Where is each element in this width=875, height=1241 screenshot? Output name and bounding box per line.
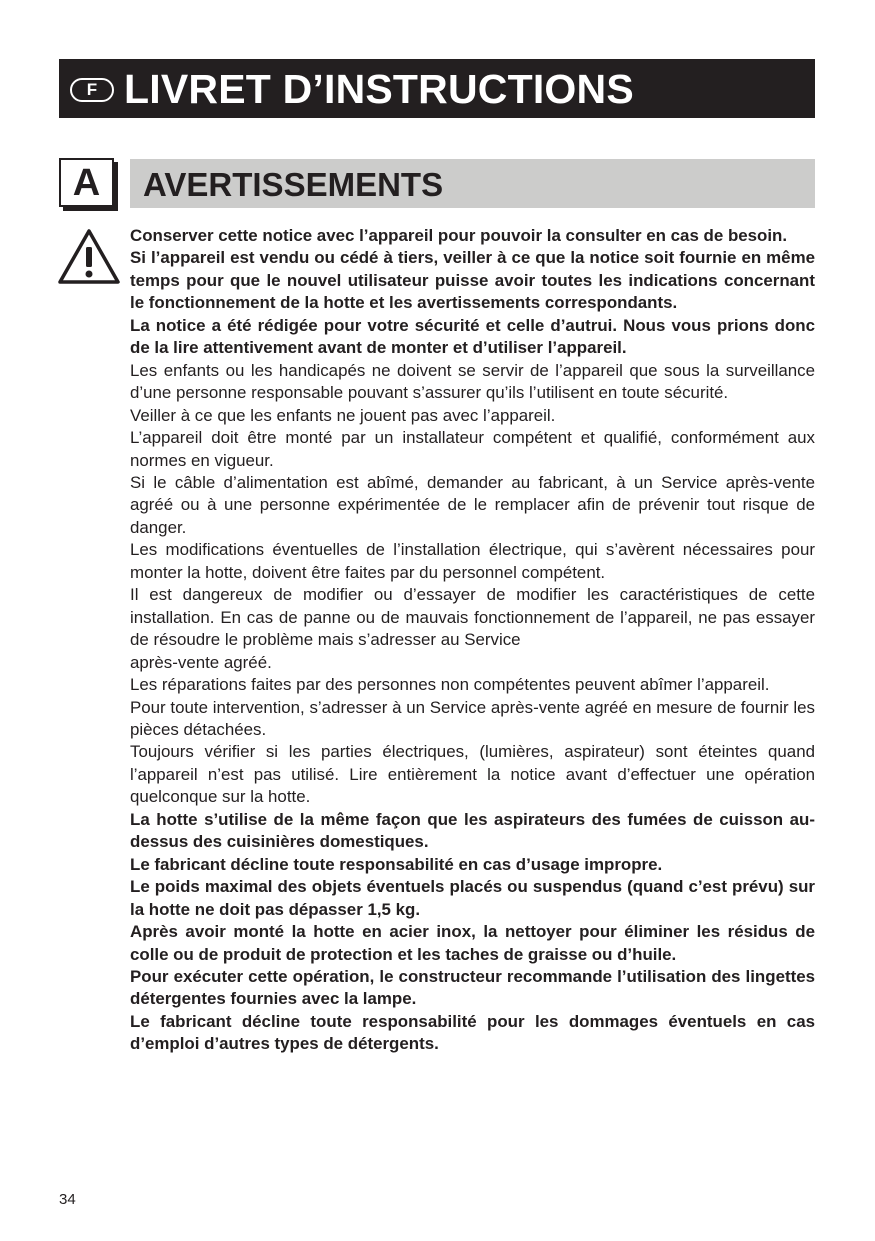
section-letter-box: A xyxy=(59,158,114,207)
page-number: 34 xyxy=(59,1191,76,1208)
paragraph: Le fabricant décline toute responsabilité en cas d’usage impropre. xyxy=(130,854,663,874)
document-title: LIVRET D’INSTRUCTIONS xyxy=(124,66,634,112)
paragraph: Après avoir monté la hotte en acier inox, la nettoyer pour éliminer les résidus de colle ou de produit de protection et les taches de graisse ou d’huile. xyxy=(130,922,815,964)
paragraph: Si l’appareil est vendu ou cédé à tiers, veiller à ce que la notice soit fournie en même temps pour que le nouvel utilisateur puisse avoir toutes les indications concernant le fonctionnement de la hotte et les avertissements correspondants. xyxy=(130,248,815,313)
paragraph: Il est dangereux de modifier ou d’essayer de modifier les caractéristiques de cette installation. En cas de panne ou de mauvais fonctionnement de l’appareil, ne pas essayer de résoudre le problème mais s’adresser au Service xyxy=(130,585,815,650)
document-title-bar xyxy=(59,59,815,118)
paragraph: Le fabricant décline toute responsabilité pour les dommages éventuels en cas d’emploi d’autres types de détergents. xyxy=(130,1011,815,1054)
paragraph: Les modifications éventuelles de l’installation électrique, qui s’avèrent nécessaires pour monter la hotte, doivent être faites par du personnel compétent. xyxy=(130,540,815,582)
paragraph: La notice a été rédigée pour votre sécurité et celle d’autrui. Nous vous prions donc de la lire attentivement avant de monter et d’utiliser l’appareil. xyxy=(130,315,815,358)
paragraph: Les réparations faites par des personnes non compétentes peuvent abîmer l’appareil. xyxy=(130,675,770,695)
warnings-content xyxy=(130,225,815,1056)
section-header xyxy=(130,159,815,208)
paragraph: Veiller à ce que les enfants ne jouent pas avec l’appareil. xyxy=(130,405,556,425)
section-title: AVERTISSEMENTS xyxy=(143,166,444,203)
paragraph: Conserver cette notice avec l’appareil pour pouvoir la consulter en cas de besoin. xyxy=(130,226,788,245)
paragraph: L’appareil doit être monté par un installateur compétent et qualifié, conformément aux normes en vigueur. xyxy=(130,428,815,470)
paragraph: Pour exécuter cette opération, le constructeur recommande l’utilisation des lingettes détergentes fournies avec la lampe. xyxy=(130,966,815,1009)
paragraph: Pour toute intervention, s’adresser à un Service après-vente agréé en mesure de fournir les pièces détachées. xyxy=(130,697,815,739)
paragraph: La hotte s’utilise de la même façon que les aspirateurs des fumées de cuisson au-dessus des cuisinières domestiques. xyxy=(130,809,815,852)
paragraph: Le poids maximal des objets éventuels placés ou suspendus (quand c’est prévu) sur la hotte ne doit pas dépasser 1,5 kg. xyxy=(130,877,815,919)
language-badge: F xyxy=(70,78,114,102)
paragraph: Si le câble d’alimentation est abîmé, demander au fabricant, à un Service après-vente agréé ou à une personne expérimentée de le remplacer afin de prévenir tout risque de danger. xyxy=(130,472,815,537)
paragraph: Toujours vérifier si les parties électriques, (lumières, aspirateur) sont éteintes quand l’appareil n’est pas utilisé. Lire entièrement la notice avant d’effectuer une opération quelconque sur la hotte. xyxy=(130,742,815,807)
warning-triangle-icon xyxy=(57,228,121,285)
paragraph: Les enfants ou les handicapés ne doivent se servir de l’appareil que sous la surveillance d’une personne responsable pouvant s’assurer qu’ils l’utilisent en toute sécurité. xyxy=(130,360,815,403)
paragraph: après-vente agréé. xyxy=(130,652,272,672)
